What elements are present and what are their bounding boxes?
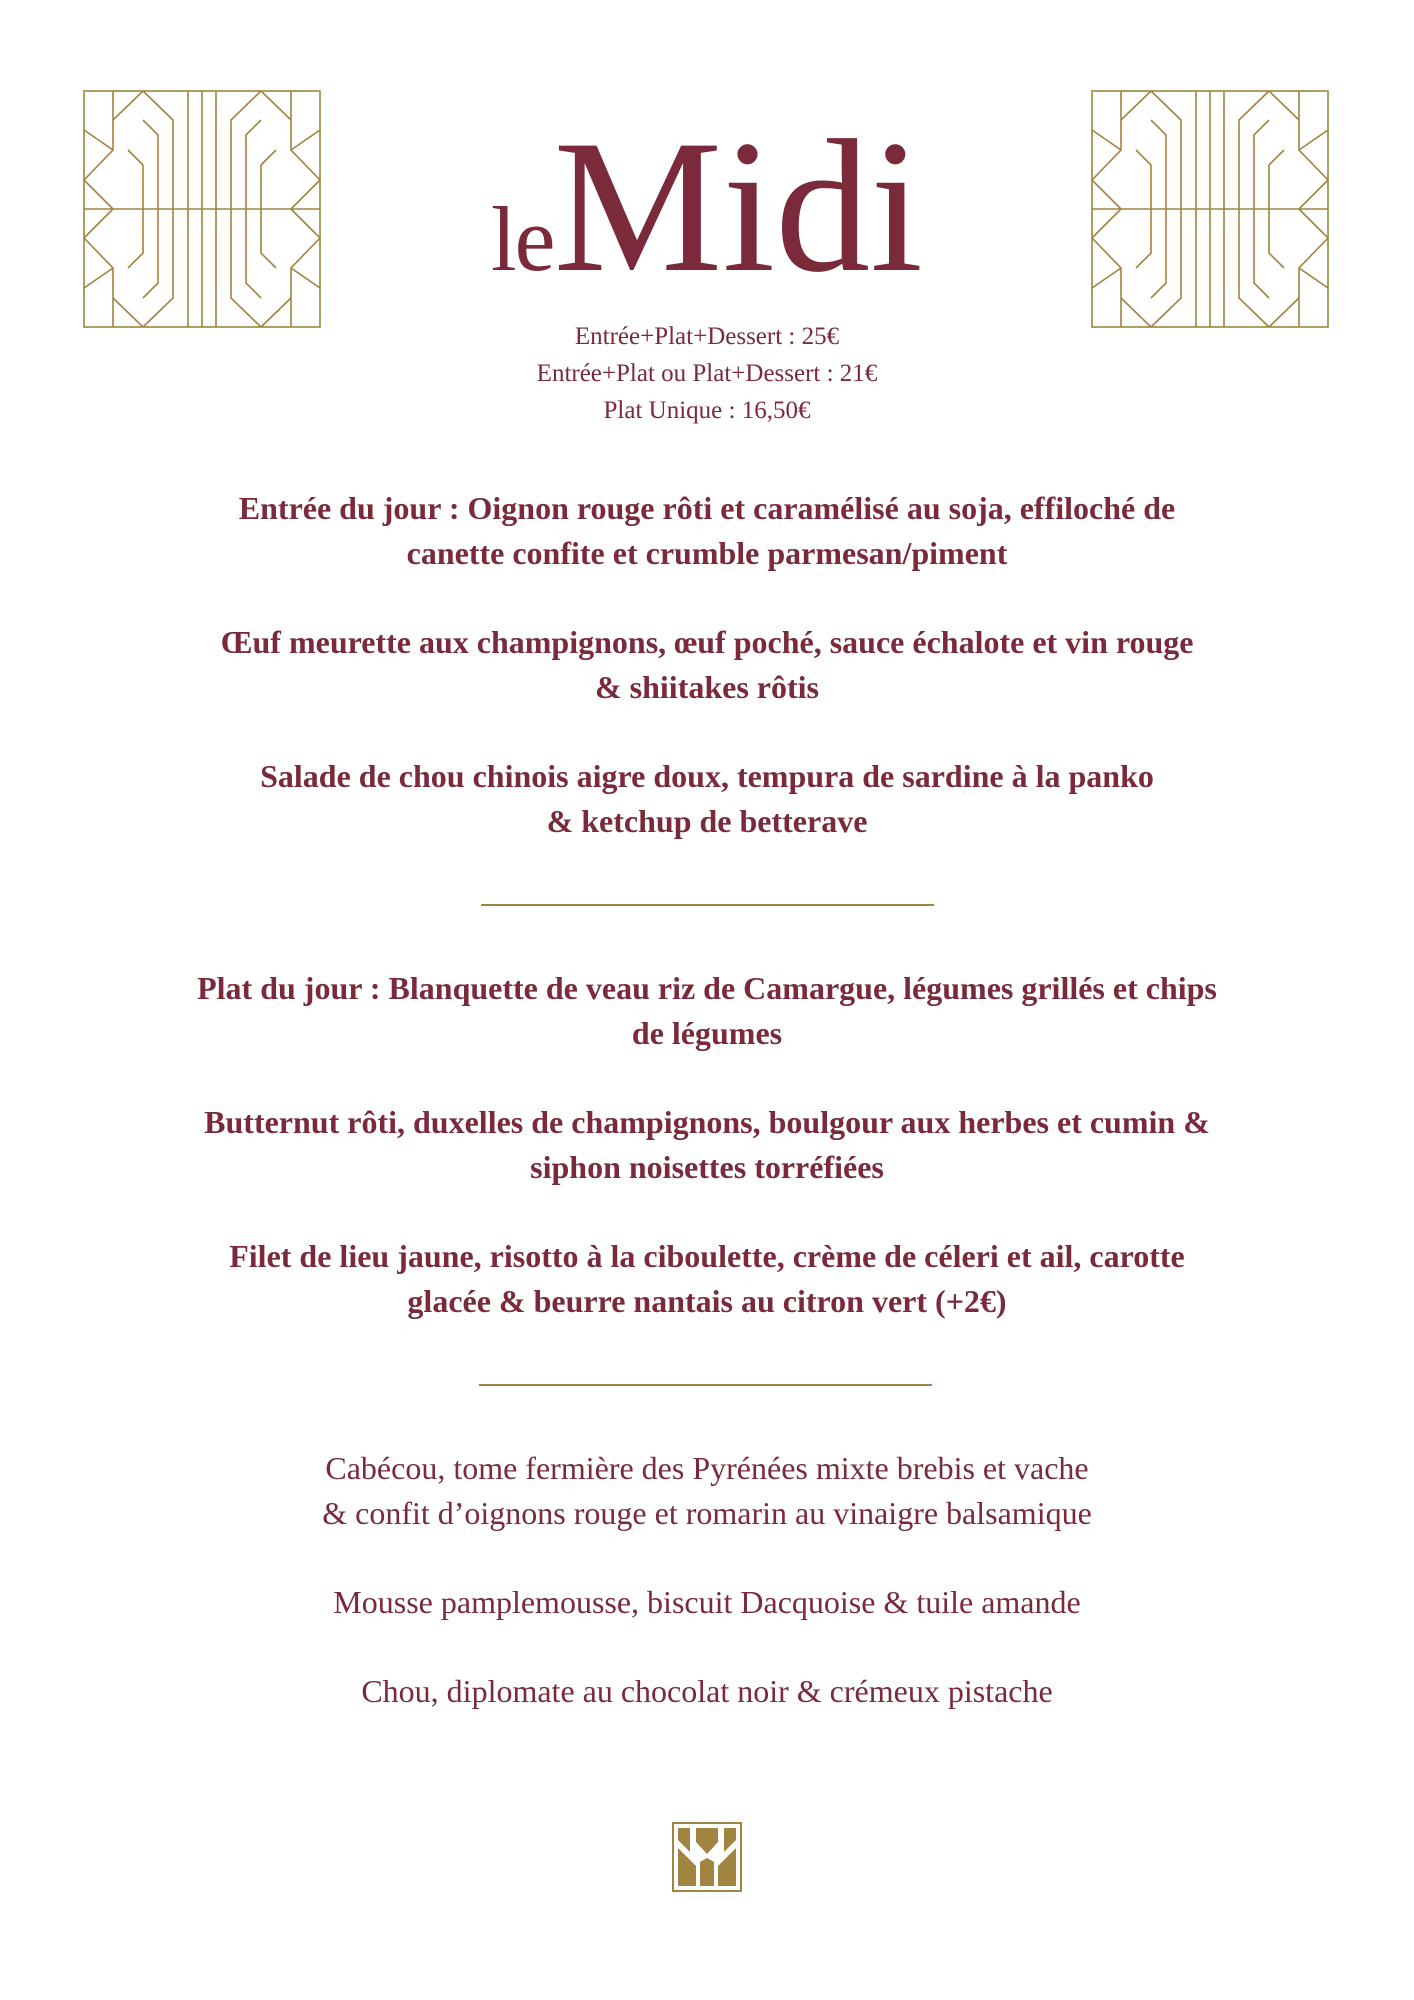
mains-section <box>120 966 1294 1324</box>
title-main: Midi <box>553 102 923 312</box>
restaurant-logo-icon <box>672 1822 742 1892</box>
dish-line: Cabécou, tome fermière des Pyrénées mixte brebis et vache <box>325 1450 1089 1486</box>
starter-item <box>120 486 1294 576</box>
price-two-courses: Entrée+Plat ou Plat+Dessert : 21€ <box>536 360 878 387</box>
dessert-item <box>120 1580 1294 1625</box>
dish-line: de légumes <box>631 1015 783 1051</box>
starter-item <box>120 754 1294 844</box>
dish-line: glacée & beurre nantais au citron vert (+2€) <box>407 1283 1007 1319</box>
starters-section <box>120 486 1294 844</box>
dish-line: canette confite et crumble parmesan/piment <box>406 535 1008 571</box>
dish-line: Salade de chou chinois aigre doux, tempura de sardine à la panko <box>260 758 1154 794</box>
section-divider <box>479 1384 932 1386</box>
dish-line: & confit d’oignons rouge et romarin au vinaigre balsamique <box>322 1495 1092 1531</box>
dish-line: & ketchup de betterave <box>546 803 868 839</box>
title-prefix: le <box>491 188 554 290</box>
dish-line: Mousse pamplemousse, biscuit Dacquoise & tuile amande <box>333 1584 1081 1620</box>
price-three-courses: Entrée+Plat+Dessert : 25€ <box>574 323 840 350</box>
desserts-section <box>120 1446 1294 1714</box>
dish-line: siphon noisettes torréfiées <box>530 1149 884 1185</box>
main-item <box>120 1100 1294 1190</box>
dish-line: Chou, diplomate au chocolat noir & crémeux pistache <box>361 1673 1053 1709</box>
starter-item <box>120 620 1294 710</box>
dish-line: Plat du jour : Blanquette de veau riz de Camargue, légumes grillés et chips <box>197 970 1217 1006</box>
price-single-dish: Plat Unique : 16,50€ <box>603 397 811 424</box>
dish-line: Filet de lieu jaune, risotto à la ciboulette, crème de céleri et ail, carotte <box>229 1238 1185 1274</box>
main-item <box>120 1234 1294 1324</box>
dessert-item <box>120 1669 1294 1714</box>
price-list <box>0 318 1414 429</box>
page-title <box>0 102 1414 312</box>
dish-line: Butternut rôti, duxelles de champignons, boulgour aux herbes et cumin & <box>204 1104 1210 1140</box>
dish-line: & shiitakes rôtis <box>595 669 819 705</box>
dish-line: Entrée du jour : Oignon rouge rôti et caramélisé au soja, effiloché de <box>238 490 1176 526</box>
dessert-item <box>120 1446 1294 1536</box>
main-item <box>120 966 1294 1056</box>
dish-line: Œuf meurette aux champignons, œuf poché, sauce échalote et vin rouge <box>220 624 1194 660</box>
section-divider <box>481 904 934 906</box>
